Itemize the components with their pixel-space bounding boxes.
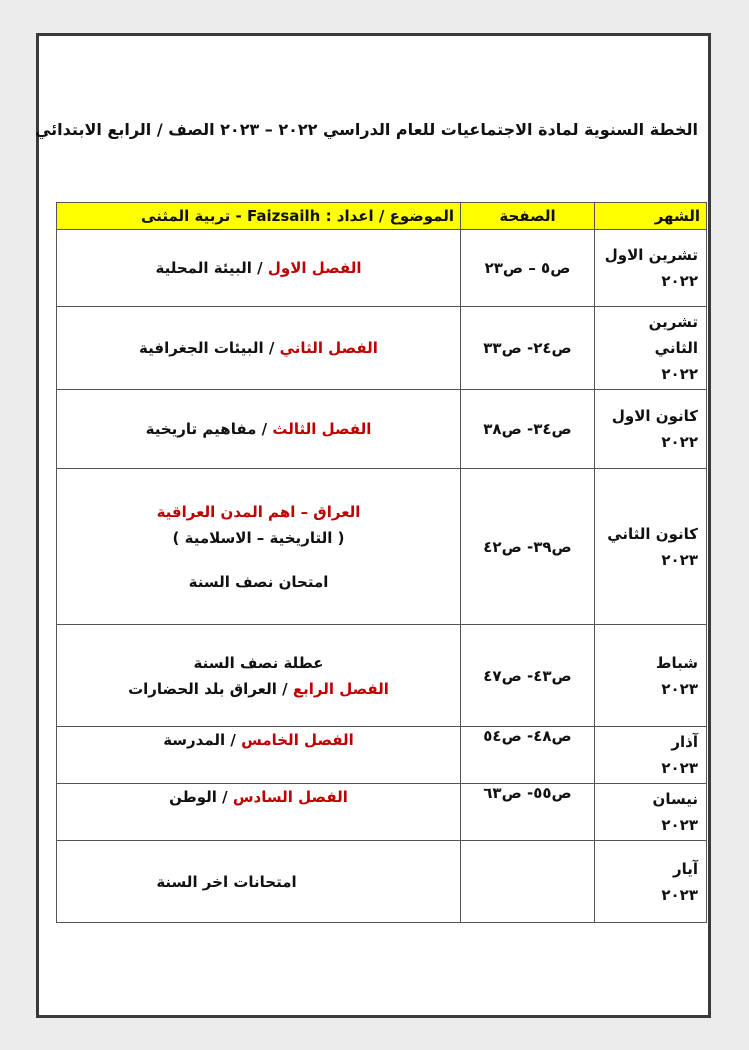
table-row	[57, 390, 707, 469]
month-name: آيار	[672, 859, 698, 878]
header-page: الصفحة	[461, 203, 595, 230]
chapter-label: الفصل الاول	[267, 259, 362, 277]
month-cell	[595, 625, 707, 727]
month-cell	[595, 307, 707, 390]
chapter-label: الفصل الثاني	[279, 339, 378, 357]
separator: /	[276, 679, 293, 698]
month-year: ٢٠٢٢	[661, 272, 698, 290]
month-name: شباط	[655, 653, 698, 672]
subject-label: مفاهيم تاريخية	[145, 420, 257, 438]
month-name: تشرين الثاني	[648, 313, 698, 357]
topic-line-2: ( التاريخية – الاسلامية )	[172, 528, 345, 547]
topic-cell	[57, 841, 461, 923]
month-cell	[595, 727, 707, 784]
subject-label: المدرسة	[163, 731, 226, 749]
month-name: تشرين الاول	[604, 246, 698, 264]
subject-label: العراق بلد الحضارات	[128, 679, 277, 698]
month-year: ٢٠٢٢	[661, 365, 698, 383]
table-row	[57, 841, 707, 923]
topic-line-1: عطلة نصف السنة	[193, 653, 324, 672]
month-cell	[595, 469, 707, 625]
pages-cell: ص٥ – ص٢٣	[461, 230, 595, 307]
annual-plan-table	[56, 202, 707, 923]
table-row	[57, 784, 707, 841]
pages-cell: ص٢٤- ص٣٣	[461, 307, 595, 390]
topic-cell	[57, 307, 461, 390]
pages-cell: ص٤٨- ص٥٤	[461, 727, 595, 784]
chapter-label: الفصل الرابع	[292, 679, 389, 698]
month-cell	[595, 841, 707, 923]
topic-cell	[57, 469, 461, 625]
topic-cell	[57, 727, 461, 784]
month-cell	[595, 784, 707, 841]
month-year: ٢٠٢٣	[661, 550, 698, 569]
month-year: ٢٠٢٢	[661, 433, 698, 451]
subject-label: البيئة المحلية	[155, 259, 252, 277]
pages-cell: ص٣٩- ص٤٢	[461, 469, 595, 625]
subject-label: البيئات الجغرافية	[139, 339, 264, 357]
table-row	[57, 230, 707, 307]
separator: /	[225, 731, 242, 749]
topic-cell	[57, 230, 461, 307]
topic-line-1: امتحانات اخر السنة	[156, 872, 297, 891]
header-topic: الموضوع / اعداد : Faizsailh - تربية المثنى	[57, 203, 461, 230]
month-year: ٢٠٢٣	[661, 816, 698, 834]
separator: /	[251, 259, 268, 277]
table-header-row	[57, 203, 707, 230]
month-name: نيسان	[652, 790, 698, 808]
pages-cell: ص٤٣- ص٤٧	[461, 625, 595, 727]
subject-label: الوطن	[169, 788, 217, 806]
chapter-label: الفصل الثالث	[272, 420, 372, 438]
month-cell	[595, 230, 707, 307]
topic-cell	[57, 784, 461, 841]
month-cell	[595, 390, 707, 469]
separator: /	[256, 420, 273, 438]
page-title: الخطة السنوية لمادة الاجتماعيات للعام الدراسي ٢٠٢٢ – ٢٠٢٣ الصف / الرابع الابتدائي	[34, 120, 698, 139]
pages-cell: ص٥٥- ص٦٣	[461, 784, 595, 841]
table-row	[57, 307, 707, 390]
month-name: كانون الثاني	[607, 524, 698, 543]
topic-cell	[57, 390, 461, 469]
month-name: آذار	[671, 733, 698, 751]
month-year: ٢٠٢٣	[661, 759, 698, 777]
document-page	[36, 33, 711, 1018]
table-row	[57, 625, 707, 727]
separator: /	[263, 339, 280, 357]
month-year: ٢٠٢٣	[661, 885, 698, 904]
topic-line-2	[63, 676, 454, 702]
topic-cell	[57, 625, 461, 727]
header-month: الشهر	[595, 203, 707, 230]
topic-line-3: امتحان نصف السنة	[188, 572, 329, 591]
table-row	[57, 469, 707, 625]
pages-cell	[461, 841, 595, 923]
month-name: كانون الاول	[611, 407, 698, 425]
month-year: ٢٠٢٣	[661, 679, 698, 698]
table-row	[57, 727, 707, 784]
chapter-label: الفصل الخامس	[241, 731, 354, 749]
separator: /	[216, 788, 233, 806]
pages-cell: ص٣٤- ص٣٨	[461, 390, 595, 469]
topic-line-1: العراق – اهم المدن العراقية	[156, 502, 361, 521]
chapter-label: الفصل السادس	[232, 788, 348, 806]
